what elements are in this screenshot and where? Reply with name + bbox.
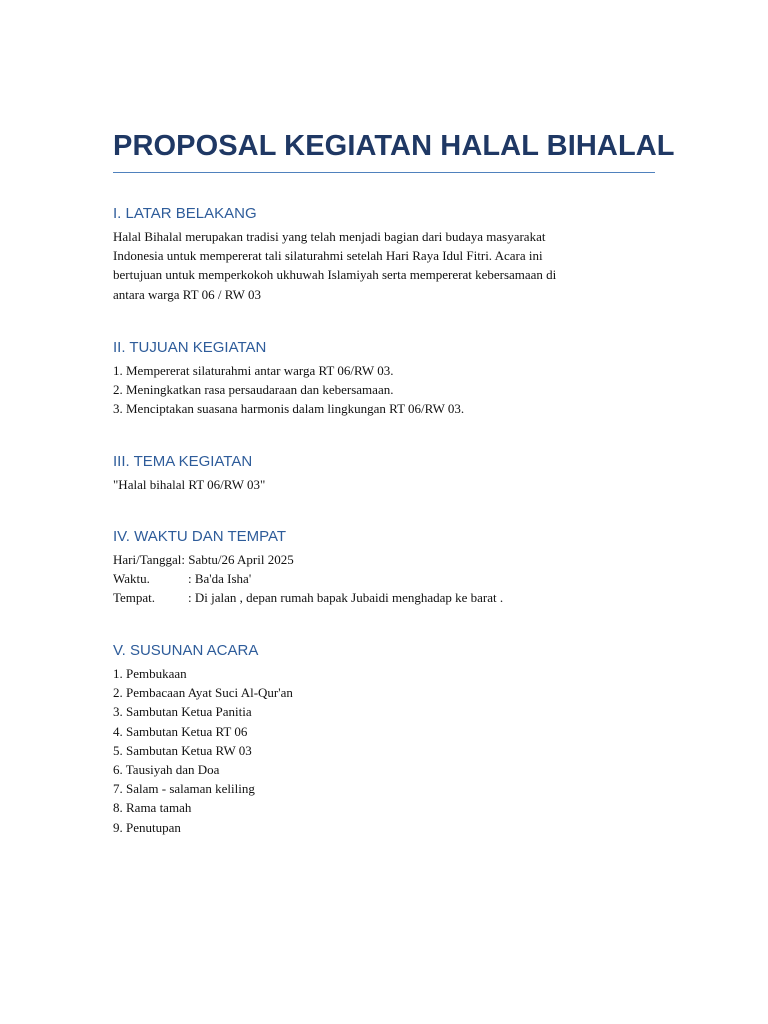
paragraph-line: antara warga RT 06 / RW 03 <box>113 286 261 302</box>
section-latar-belakang <box>113 204 655 304</box>
section-tujuan-kegiatan <box>113 338 655 419</box>
tempat-line <box>113 588 655 607</box>
waktu-value: : Ba'da Isha' <box>188 571 252 587</box>
section-susunan-acara <box>113 641 655 837</box>
section-heading-waktu-dan-tempat: IV. WAKTU DAN TEMPAT <box>113 528 287 545</box>
list-item: 2. Meningkatkan rasa persaudaraan dan kebersamaan. <box>113 382 394 398</box>
list-item: 6. Tausiyah dan Doa <box>113 762 220 778</box>
paragraph-line: Halal Bihalal merupakan tradisi yang telah menjadi bagian dari budaya masyarakat <box>113 229 546 244</box>
list-item: 9. Penutupan <box>113 819 181 835</box>
tujuan-list <box>113 361 655 419</box>
list-item: 5. Sambutan Ketua RW 03 <box>113 742 252 758</box>
section-heading-tema-kegiatan: III. TEMA KEGIATAN <box>113 453 253 470</box>
section-waktu-dan-tempat <box>113 527 655 608</box>
section-heading-tujuan-kegiatan: II. TUJUAN KEGIATAN <box>113 339 267 356</box>
list-item: 3. Menciptakan suasana harmonis dalam lingkungan RT 06/RW 03. <box>113 401 465 417</box>
list-item: 1. Mempererat silaturahmi antar warga RT 06/RW 03. <box>113 363 394 378</box>
list-item: 8. Rama tamah <box>113 800 192 816</box>
section-tema-kegiatan <box>113 452 655 494</box>
paragraph-line: bertujuan untuk memperkokoh ukhuwah Islamiyah serta mempererat kebersamaan di <box>113 267 557 283</box>
section-heading-susunan-acara: V. SUSUNAN ACARA <box>113 642 259 659</box>
list-item: 1. Pembukaan <box>113 666 187 681</box>
waktu-label: Waktu. <box>113 571 150 587</box>
document-title: PROPOSAL KEGIATAN HALAL BIHALAL <box>113 124 655 173</box>
tempat-label: Tempat. <box>113 590 156 606</box>
tempat-value: : Di jalan , depan rumah bapak Jubaidi menghadap ke barat . <box>188 590 504 606</box>
paragraph-line: Indonesia untuk mempererat tali silaturahmi setelah Hari Raya Idul Fitri. Acara ini <box>113 248 543 264</box>
latar-belakang-paragraph <box>113 227 655 304</box>
document-content <box>113 124 675 835</box>
tema-text: "Halal bihalal RT 06/RW 03" <box>113 477 266 492</box>
list-item: 7. Salam - salaman keliling <box>113 781 255 797</box>
list-item: 3. Sambutan Ketua Panitia <box>113 704 252 720</box>
list-item: 2. Pembacaan Ayat Suci Al-Qur'an <box>113 685 293 701</box>
section-heading-latar-belakang: I. LATAR BELAKANG <box>113 205 257 222</box>
susunan-acara-list <box>113 664 655 837</box>
hari-tanggal-line: Hari/Tanggal: Sabtu/26 April 2025 <box>113 552 294 567</box>
waktu-line <box>113 569 655 588</box>
list-item: 4. Sambutan Ketua RT 06 <box>113 723 248 739</box>
